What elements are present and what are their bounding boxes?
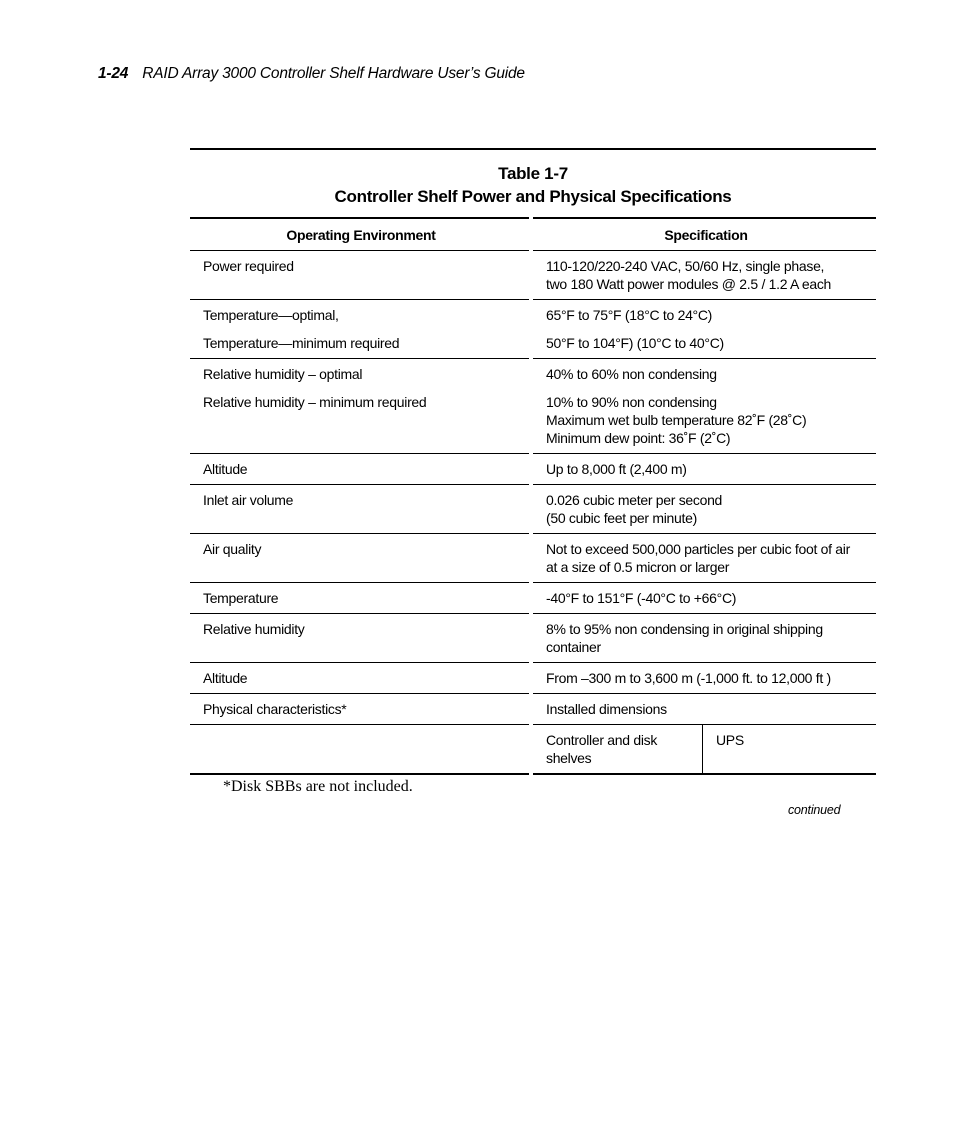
env-text: Inlet air volume bbox=[203, 492, 294, 508]
table-row bbox=[190, 694, 876, 725]
spec-text: container bbox=[546, 639, 601, 655]
spec-cell bbox=[531, 454, 876, 485]
table-header-row bbox=[190, 218, 876, 251]
footnote: *Disk SBBs are not included. bbox=[223, 778, 413, 795]
spec-text: Maximum wet bulb temperature 82˚F (28˚C) bbox=[546, 412, 807, 428]
table-row bbox=[190, 485, 876, 534]
spec-text: 8% to 95% non condensing in original shipping bbox=[546, 621, 823, 637]
spec-text: Not to exceed 500,000 particles per cubic foot of air bbox=[546, 541, 850, 557]
table-title: Controller Shelf Power and Physical Specifications bbox=[334, 187, 732, 206]
spec-text: -40°F to 151°F (-40°C to +66°C) bbox=[546, 590, 737, 606]
spec-cell bbox=[531, 300, 876, 359]
env-text: Power required bbox=[203, 258, 294, 274]
spec-text: Up to 8,000 ft (2,400 m) bbox=[546, 461, 687, 477]
spec-text: 40% to 60% non condensing bbox=[546, 366, 717, 382]
env-text: Temperature—minimum required bbox=[203, 335, 400, 351]
continued-label: continued bbox=[788, 803, 841, 817]
spec-cell bbox=[531, 614, 876, 663]
spec-cell bbox=[531, 583, 876, 614]
spec-text: Minimum dew point: 36˚F (2˚C) bbox=[546, 430, 731, 446]
env-cell bbox=[190, 251, 531, 300]
subheader-ups: UPS bbox=[716, 732, 744, 748]
spec-cell bbox=[531, 534, 876, 583]
env-cell bbox=[190, 300, 531, 359]
env-cell bbox=[190, 454, 531, 485]
table-row bbox=[190, 454, 876, 485]
env-text: Relative humidity – minimum required bbox=[203, 394, 427, 410]
env-text: Temperature bbox=[203, 590, 279, 606]
spec-cell bbox=[531, 663, 876, 694]
table-row bbox=[190, 534, 876, 583]
env-cell bbox=[190, 583, 531, 614]
spec-text: 0.026 cubic meter per second bbox=[546, 492, 723, 508]
env-cell bbox=[190, 359, 531, 454]
running-header bbox=[98, 65, 525, 83]
spec-text: 10% to 90% non condensing bbox=[546, 394, 717, 410]
spec-cell bbox=[531, 251, 876, 300]
spec-cell bbox=[531, 359, 876, 454]
spec-text: Installed dimensions bbox=[546, 701, 667, 717]
spec-text: two 180 Watt power modules @ 2.5 / 1.2 A each bbox=[546, 276, 832, 292]
env-cell bbox=[190, 694, 531, 725]
table-row bbox=[190, 663, 876, 694]
spec-text: 65°F to 75°F (18°C to 24°C) bbox=[546, 307, 713, 323]
table-number: Table 1-7 bbox=[498, 164, 568, 183]
table-row bbox=[190, 583, 876, 614]
env-cell bbox=[190, 485, 531, 534]
env-text: Relative humidity bbox=[203, 621, 305, 637]
env-cell bbox=[190, 534, 531, 583]
header-specification: Specification bbox=[531, 218, 876, 251]
table-row bbox=[190, 614, 876, 663]
book-title: RAID Array 3000 Controller Shelf Hardware User’s Guide bbox=[142, 65, 525, 82]
spec-table-block bbox=[190, 148, 876, 775]
table-row bbox=[190, 725, 876, 775]
header-operating-environment: Operating Environment bbox=[190, 218, 531, 251]
env-cell bbox=[190, 663, 531, 694]
dimension-subheaders bbox=[533, 725, 876, 773]
env-cell bbox=[190, 614, 531, 663]
spec-text: 50°F to 104°F) (10°C to 40°C) bbox=[546, 335, 724, 351]
table-caption bbox=[190, 150, 876, 217]
env-text: Temperature—optimal, bbox=[203, 307, 339, 323]
table-row bbox=[190, 251, 876, 300]
spec-text: 110-120/220-240 VAC, 50/60 Hz, single phase, bbox=[546, 258, 825, 274]
table-row bbox=[190, 300, 876, 359]
spec-subheader-cell bbox=[531, 725, 876, 775]
page-number: 1-24 bbox=[98, 65, 129, 82]
spec-text: (50 cubic feet per minute) bbox=[546, 510, 697, 526]
spec-cell bbox=[531, 694, 876, 725]
env-text: Air quality bbox=[203, 541, 262, 557]
env-text: Altitude bbox=[203, 670, 248, 686]
table-row bbox=[190, 359, 876, 454]
subheader-controller-disk: Controller and disk shelves bbox=[533, 725, 703, 773]
env-text: Altitude bbox=[203, 461, 248, 477]
spec-text: From –300 m to 3,600 m (-1,000 ft. to 12,000 ft ) bbox=[546, 670, 831, 686]
env-cell-empty bbox=[190, 725, 531, 775]
env-text: Physical characteristics* bbox=[203, 701, 347, 717]
env-text: Relative humidity – optimal bbox=[203, 366, 363, 382]
spec-table bbox=[190, 217, 876, 775]
spec-text: at a size of 0.5 micron or larger bbox=[546, 559, 730, 575]
spec-cell bbox=[531, 485, 876, 534]
